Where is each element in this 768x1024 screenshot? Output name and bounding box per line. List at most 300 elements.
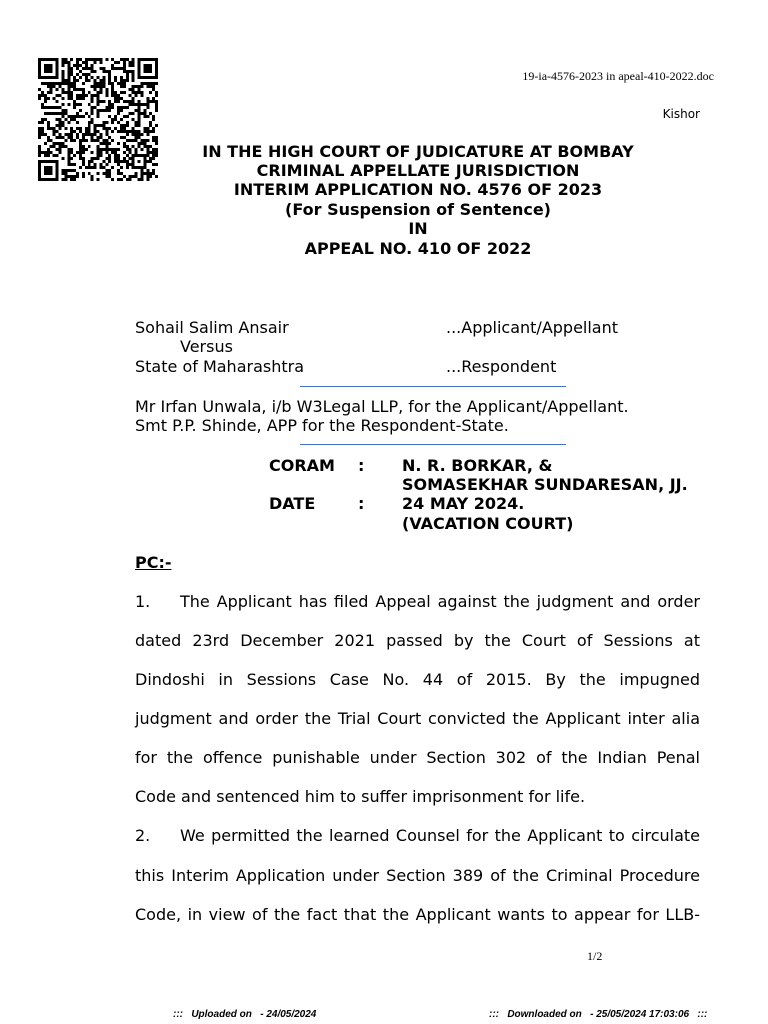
qr-module bbox=[82, 97, 85, 100]
qr-module bbox=[114, 115, 117, 118]
qr-module bbox=[79, 139, 82, 142]
qr-module bbox=[67, 148, 70, 151]
qr-module bbox=[82, 148, 85, 151]
qr-module bbox=[79, 115, 82, 118]
qr-module bbox=[47, 91, 50, 94]
qr-module bbox=[47, 178, 50, 181]
qr-module bbox=[70, 169, 73, 172]
qr-module bbox=[53, 127, 56, 130]
qr-module bbox=[102, 109, 105, 112]
qr-module bbox=[67, 67, 70, 70]
qr-module bbox=[70, 148, 73, 151]
qr-module bbox=[47, 154, 50, 157]
paragraph-text: The Applicant has filed Appeal against the judgment and order bbox=[180, 591, 700, 611]
qr-module bbox=[99, 163, 102, 166]
qr-module bbox=[44, 70, 47, 73]
order-body bbox=[135, 582, 700, 934]
date-separator: : bbox=[358, 494, 365, 514]
qr-module bbox=[82, 145, 85, 148]
qr-module bbox=[58, 133, 61, 136]
qr-module bbox=[41, 178, 44, 181]
qr-module bbox=[53, 145, 56, 148]
qr-module bbox=[102, 79, 105, 82]
qr-module bbox=[79, 70, 82, 73]
qr-module bbox=[50, 172, 53, 175]
qr-module bbox=[50, 106, 53, 109]
upload-stamp: ::: Uploaded on - 24/05/2024 bbox=[173, 1009, 317, 1020]
qr-module bbox=[120, 58, 123, 61]
qr-module bbox=[123, 61, 126, 64]
qr-module bbox=[85, 148, 88, 151]
qr-module bbox=[38, 133, 41, 136]
qr-module bbox=[94, 82, 97, 85]
qr-module bbox=[117, 82, 120, 85]
qr-module bbox=[79, 127, 82, 130]
qr-module bbox=[126, 106, 129, 109]
qr-module bbox=[61, 103, 64, 106]
qr-module bbox=[38, 58, 41, 61]
qr-module bbox=[135, 121, 138, 124]
qr-module bbox=[85, 133, 88, 136]
qr-module bbox=[73, 106, 76, 109]
qr-module bbox=[61, 169, 64, 172]
qr-module bbox=[111, 58, 114, 61]
qr-module bbox=[91, 109, 94, 112]
qr-module bbox=[132, 112, 135, 115]
qr-module bbox=[67, 136, 70, 139]
qr-module bbox=[94, 94, 97, 97]
qr-module bbox=[47, 151, 50, 154]
qr-module bbox=[56, 61, 59, 64]
paragraph-text: We permitted the learned Counsel for the Applicant to circulate bbox=[180, 826, 700, 846]
application-purpose: (For Suspension of Sentence) bbox=[285, 199, 551, 219]
qr-module bbox=[73, 115, 76, 118]
qr-module bbox=[94, 85, 97, 88]
qr-module bbox=[85, 79, 88, 82]
qr-module bbox=[38, 64, 41, 67]
qr-module bbox=[53, 133, 56, 136]
order-date: 24 MAY 2024. bbox=[402, 494, 525, 514]
qr-module bbox=[117, 106, 120, 109]
qr-module bbox=[126, 100, 129, 103]
qr-module bbox=[117, 130, 120, 133]
qr-module bbox=[91, 112, 94, 115]
qr-module bbox=[102, 172, 105, 175]
qr-module bbox=[99, 100, 102, 103]
qr-module bbox=[73, 79, 76, 82]
qr-module bbox=[152, 115, 155, 118]
qr-module bbox=[47, 58, 50, 61]
qr-module bbox=[88, 91, 91, 94]
qr-module bbox=[73, 88, 76, 91]
qr-module bbox=[64, 118, 67, 121]
qr-module bbox=[64, 109, 67, 112]
qr-module bbox=[108, 160, 111, 163]
qr-module bbox=[114, 100, 117, 103]
qr-module bbox=[41, 118, 44, 121]
qr-module bbox=[50, 58, 53, 61]
qr-module bbox=[108, 175, 111, 178]
qr-module bbox=[82, 151, 85, 154]
qr-module bbox=[56, 136, 59, 139]
qr-module bbox=[132, 88, 135, 91]
qr-module bbox=[152, 136, 155, 139]
qr-module bbox=[146, 106, 149, 109]
qr-module bbox=[50, 166, 53, 169]
qr-module bbox=[146, 97, 149, 100]
qr-module bbox=[58, 124, 61, 127]
qr-module bbox=[47, 169, 50, 172]
qr-module bbox=[138, 103, 141, 106]
qr-module bbox=[143, 76, 146, 79]
qr-module bbox=[120, 124, 123, 127]
qr-module bbox=[114, 118, 117, 121]
qr-module bbox=[76, 73, 79, 76]
qr-module bbox=[41, 133, 44, 136]
qr-module bbox=[76, 58, 79, 61]
qr-module bbox=[41, 76, 44, 79]
case-title bbox=[118, 142, 718, 258]
qr-module bbox=[79, 166, 82, 169]
qr-module bbox=[53, 160, 56, 163]
qr-module bbox=[91, 139, 94, 142]
qr-module bbox=[47, 172, 50, 175]
qr-module bbox=[53, 178, 56, 181]
page-number: 1/2 bbox=[587, 949, 603, 963]
qr-module bbox=[50, 160, 53, 163]
qr-module bbox=[155, 58, 158, 61]
qr-module bbox=[38, 97, 41, 100]
qr-module bbox=[140, 94, 143, 97]
qr-module bbox=[67, 121, 70, 124]
respondent-row bbox=[135, 357, 700, 377]
qr-module bbox=[73, 76, 76, 79]
qr-module bbox=[67, 163, 70, 166]
qr-module bbox=[111, 148, 114, 151]
qr-module bbox=[105, 172, 108, 175]
qr-module bbox=[85, 61, 88, 64]
qr-module bbox=[105, 109, 108, 112]
qr-module bbox=[41, 94, 44, 97]
qr-module bbox=[64, 169, 67, 172]
qr-module bbox=[111, 151, 114, 154]
qr-module bbox=[105, 94, 108, 97]
qr-module bbox=[88, 172, 91, 175]
qr-module bbox=[50, 169, 53, 172]
qr-module bbox=[61, 109, 64, 112]
qr-module bbox=[114, 160, 117, 163]
qr-module bbox=[97, 91, 100, 94]
qr-module bbox=[61, 61, 64, 64]
qr-module bbox=[114, 151, 117, 154]
qr-module bbox=[56, 154, 59, 157]
qr-module bbox=[123, 64, 126, 67]
qr-module bbox=[102, 85, 105, 88]
qr-module bbox=[79, 130, 82, 133]
qr-module bbox=[91, 67, 94, 70]
qr-module bbox=[47, 70, 50, 73]
qr-module bbox=[146, 58, 149, 61]
qr-module bbox=[91, 58, 94, 61]
qr-module bbox=[126, 58, 129, 61]
qr-module bbox=[97, 151, 100, 154]
qr-module bbox=[146, 127, 149, 130]
download-stamp: ::: Downloaded on - 25/05/2024 17:03:06 ::: bbox=[489, 1009, 708, 1020]
qr-module bbox=[73, 103, 76, 106]
qr-module bbox=[91, 64, 94, 67]
qr-module bbox=[73, 100, 76, 103]
qr-module bbox=[108, 103, 111, 106]
qr-module bbox=[155, 136, 158, 139]
qr-module bbox=[61, 88, 64, 91]
qr-module bbox=[126, 115, 129, 118]
qr-module bbox=[99, 109, 102, 112]
qr-module bbox=[132, 64, 135, 67]
jurisdiction: CRIMINAL APPELLATE JURISDICTION bbox=[256, 161, 580, 180]
qr-module bbox=[138, 61, 141, 64]
qr-module bbox=[149, 82, 152, 85]
paragraph-line: Code and sentenced him to suffer imprisonment for life. bbox=[135, 787, 586, 807]
qr-module bbox=[105, 121, 108, 124]
applicant-role: ...Applicant/Appellant bbox=[446, 317, 619, 337]
qr-module bbox=[82, 73, 85, 76]
qr-module bbox=[149, 91, 152, 94]
qr-module bbox=[56, 76, 59, 79]
qr-module bbox=[117, 109, 120, 112]
judge-name: N. R. BORKAR, & bbox=[402, 455, 553, 475]
qr-module bbox=[85, 67, 88, 70]
qr-module bbox=[70, 157, 73, 160]
qr-module bbox=[94, 157, 97, 160]
qr-module bbox=[44, 97, 47, 100]
qr-module bbox=[47, 106, 50, 109]
qr-module bbox=[114, 91, 117, 94]
qr-module bbox=[102, 121, 105, 124]
qr-module bbox=[126, 121, 129, 124]
qr-module bbox=[56, 175, 59, 178]
qr-module bbox=[146, 64, 149, 67]
qr-module bbox=[76, 97, 79, 100]
qr-module bbox=[38, 151, 41, 154]
qr-module bbox=[135, 94, 138, 97]
qr-module bbox=[64, 175, 67, 178]
qr-module bbox=[105, 142, 108, 145]
qr-module bbox=[152, 97, 155, 100]
qr-module bbox=[91, 100, 94, 103]
qr-module bbox=[140, 58, 143, 61]
qr-module bbox=[155, 103, 158, 106]
qr-module bbox=[53, 76, 56, 79]
qr-module bbox=[152, 58, 155, 61]
qr-module bbox=[146, 100, 149, 103]
qr-module bbox=[70, 82, 73, 85]
qr-module bbox=[143, 67, 146, 70]
qr-module bbox=[111, 67, 114, 70]
qr-module bbox=[82, 139, 85, 142]
qr-module bbox=[155, 73, 158, 76]
qr-module bbox=[117, 100, 120, 103]
qr-module bbox=[132, 61, 135, 64]
qr-module bbox=[155, 109, 158, 112]
qr-module bbox=[120, 118, 123, 121]
qr-module bbox=[114, 148, 117, 151]
qr-module bbox=[82, 163, 85, 166]
qr-module bbox=[123, 115, 126, 118]
qr-module bbox=[135, 85, 138, 88]
qr-module bbox=[105, 70, 108, 73]
qr-module bbox=[38, 130, 41, 133]
qr-module bbox=[70, 175, 73, 178]
qr-module bbox=[123, 58, 126, 61]
qr-module bbox=[97, 172, 100, 175]
qr-module bbox=[117, 94, 120, 97]
qr-module bbox=[67, 169, 70, 172]
qr-module bbox=[126, 70, 129, 73]
qr-module bbox=[120, 97, 123, 100]
qr-module bbox=[149, 100, 152, 103]
qr-module bbox=[38, 94, 41, 97]
qr-module bbox=[97, 130, 100, 133]
qr-module bbox=[53, 112, 56, 115]
qr-module bbox=[88, 163, 91, 166]
qr-module bbox=[146, 115, 149, 118]
qr-module bbox=[120, 130, 123, 133]
qr-module bbox=[76, 67, 79, 70]
qr-module bbox=[111, 130, 114, 133]
qr-module bbox=[138, 67, 141, 70]
qr-module bbox=[44, 112, 47, 115]
qr-module bbox=[79, 103, 82, 106]
qr-module bbox=[53, 58, 56, 61]
qr-module bbox=[97, 82, 100, 85]
qr-module bbox=[50, 112, 53, 115]
qr-module bbox=[146, 76, 149, 79]
qr-module bbox=[105, 127, 108, 130]
qr-module bbox=[132, 100, 135, 103]
qr-module bbox=[138, 136, 141, 139]
qr-module bbox=[94, 127, 97, 130]
qr-module bbox=[61, 112, 64, 115]
qr-module bbox=[149, 85, 152, 88]
qr-module bbox=[111, 121, 114, 124]
qr-module bbox=[105, 145, 108, 148]
qr-module bbox=[56, 67, 59, 70]
qr-module bbox=[146, 133, 149, 136]
qr-module bbox=[47, 124, 50, 127]
qr-module bbox=[50, 145, 53, 148]
qr-module bbox=[67, 157, 70, 160]
qr-module bbox=[70, 178, 73, 181]
qr-module bbox=[138, 58, 141, 61]
qr-module bbox=[135, 130, 138, 133]
qr-module bbox=[61, 136, 64, 139]
qr-module bbox=[132, 73, 135, 76]
qr-module bbox=[73, 139, 76, 142]
qr-module bbox=[79, 157, 82, 160]
qr-module bbox=[91, 85, 94, 88]
applicant-counsel: Mr Irfan Unwala, i/b W3Legal LLP, for the Applicant/Appellant. bbox=[135, 396, 629, 416]
qr-module bbox=[132, 103, 135, 106]
qr-module bbox=[123, 67, 126, 70]
qr-module bbox=[123, 70, 126, 73]
qr-module bbox=[105, 163, 108, 166]
qr-module bbox=[53, 106, 56, 109]
qr-module bbox=[105, 88, 108, 91]
qr-module bbox=[50, 151, 53, 154]
qr-module bbox=[47, 148, 50, 151]
qr-module bbox=[99, 124, 102, 127]
qr-module bbox=[132, 91, 135, 94]
applicant-row bbox=[135, 318, 700, 338]
qr-module bbox=[91, 175, 94, 178]
qr-module bbox=[73, 82, 76, 85]
qr-module bbox=[64, 139, 67, 142]
qr-module bbox=[56, 73, 59, 76]
qr-module bbox=[102, 76, 105, 79]
qr-module bbox=[120, 85, 123, 88]
qr-module bbox=[38, 154, 41, 157]
qr-module bbox=[44, 67, 47, 70]
qr-module bbox=[58, 127, 61, 130]
qr-module bbox=[94, 79, 97, 82]
qr-module bbox=[143, 103, 146, 106]
qr-module bbox=[61, 178, 64, 181]
qr-module bbox=[70, 94, 73, 97]
qr-module bbox=[126, 133, 129, 136]
qr-module bbox=[146, 82, 149, 85]
qr-module bbox=[102, 70, 105, 73]
qr-module bbox=[58, 82, 61, 85]
qr-module bbox=[70, 115, 73, 118]
qr-module bbox=[38, 160, 41, 163]
qr-module bbox=[120, 136, 123, 139]
qr-module bbox=[105, 106, 108, 109]
qr-module bbox=[117, 61, 120, 64]
qr-module bbox=[102, 142, 105, 145]
qr-module bbox=[61, 73, 64, 76]
qr-module bbox=[123, 91, 126, 94]
qr-module bbox=[56, 142, 59, 145]
qr-module bbox=[91, 157, 94, 160]
qr-module bbox=[132, 58, 135, 61]
paragraph-number: 2. bbox=[135, 826, 151, 846]
qr-module bbox=[126, 76, 129, 79]
qr-module bbox=[102, 127, 105, 130]
qr-module bbox=[132, 76, 135, 79]
qr-module bbox=[99, 91, 102, 94]
qr-module bbox=[146, 103, 149, 106]
qr-module bbox=[41, 103, 44, 106]
qr-module bbox=[97, 178, 100, 181]
qr-module bbox=[67, 73, 70, 76]
qr-module bbox=[88, 103, 91, 106]
qr-module bbox=[102, 166, 105, 169]
qr-module bbox=[114, 154, 117, 157]
qr-module bbox=[94, 163, 97, 166]
qr-module bbox=[44, 64, 47, 67]
qr-module bbox=[56, 94, 59, 97]
respondent-counsel: Smt P.P. Shinde, APP for the Respondent-State. bbox=[135, 416, 509, 435]
qr-module bbox=[64, 145, 67, 148]
qr-module bbox=[143, 70, 146, 73]
qr-module bbox=[38, 178, 41, 181]
qr-module bbox=[105, 130, 108, 133]
qr-module bbox=[47, 64, 50, 67]
qr-module bbox=[155, 70, 158, 73]
paragraph-line: this Interim Application under Section 389 of the Criminal Procedure bbox=[135, 865, 700, 885]
qr-module bbox=[61, 76, 64, 79]
qr-module bbox=[105, 157, 108, 160]
